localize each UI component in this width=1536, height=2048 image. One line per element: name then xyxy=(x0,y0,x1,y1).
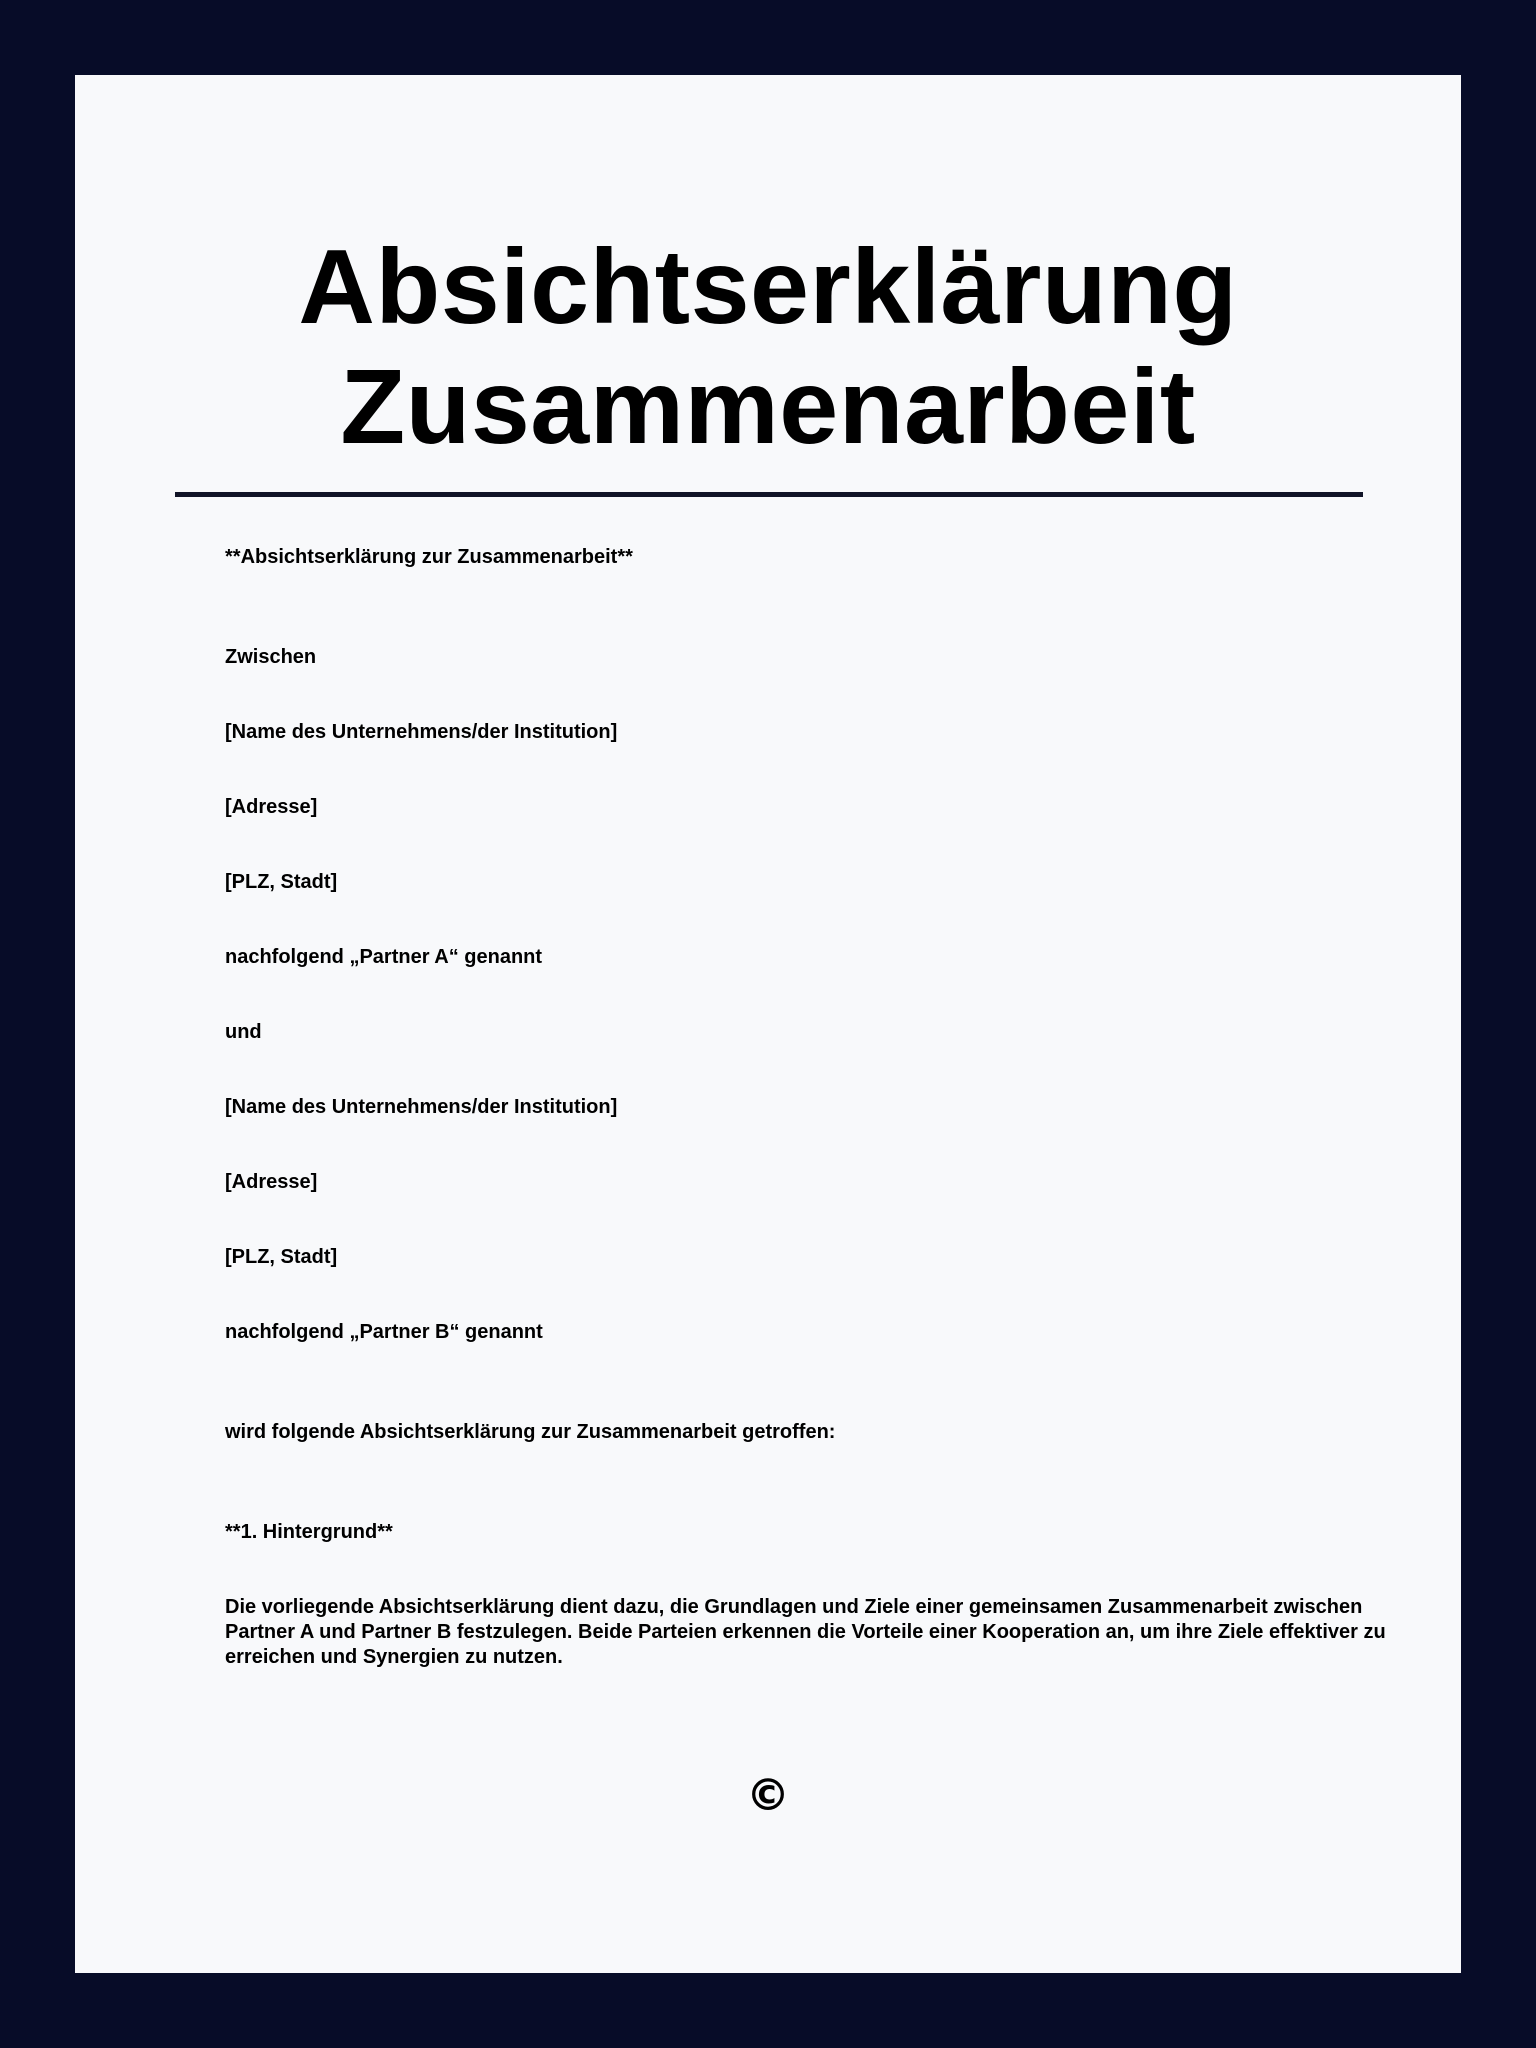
partner-b-designation: nachfolgend „Partner B“ genannt xyxy=(225,1321,543,1343)
title-line-1: Absichtserklärung xyxy=(298,228,1238,346)
intro-sentence: wird folgende Absichtserklärung zur Zusammenarbeit getroffen: xyxy=(225,1421,836,1443)
partner-a-name: [Name des Unternehmens/der Institution] xyxy=(225,721,618,743)
title-line-2: Zusammenarbeit xyxy=(340,348,1196,466)
and-label: und xyxy=(225,1021,262,1043)
document-title xyxy=(75,227,1461,467)
document-page xyxy=(75,75,1461,1973)
partner-a-designation: nachfolgend „Partner A“ genannt xyxy=(225,946,543,968)
partner-a-city: [PLZ, Stadt] xyxy=(225,871,338,893)
copyright-icon: © xyxy=(746,1770,790,1821)
partner-b-city: [PLZ, Stadt] xyxy=(225,1246,338,1268)
partner-b-name: [Name des Unternehmens/der Institution] xyxy=(225,1096,618,1118)
partner-b-address: [Adresse] xyxy=(225,1171,318,1193)
partner-a-address: [Adresse] xyxy=(225,796,318,818)
section-1-body: Die vorliegende Absichtserklärung dient dazu, die Grundlagen und Ziele einer gemeinsamen Zusammenarbeit zwischen Partner A und Partner B festzulegen. Beide Parteien erkennen die Vorteile einer Kooperation an, um ihre Ziele effektiver zu erreichen und Synergien zu nutzen. xyxy=(225,1596,1386,1668)
document-heading: **Absichtserklärung zur Zusammenarbeit** xyxy=(225,546,633,568)
title-divider xyxy=(175,492,1363,497)
section-1-heading: **1. Hintergrund** xyxy=(225,1521,393,1543)
between-label: Zwischen xyxy=(225,646,317,668)
